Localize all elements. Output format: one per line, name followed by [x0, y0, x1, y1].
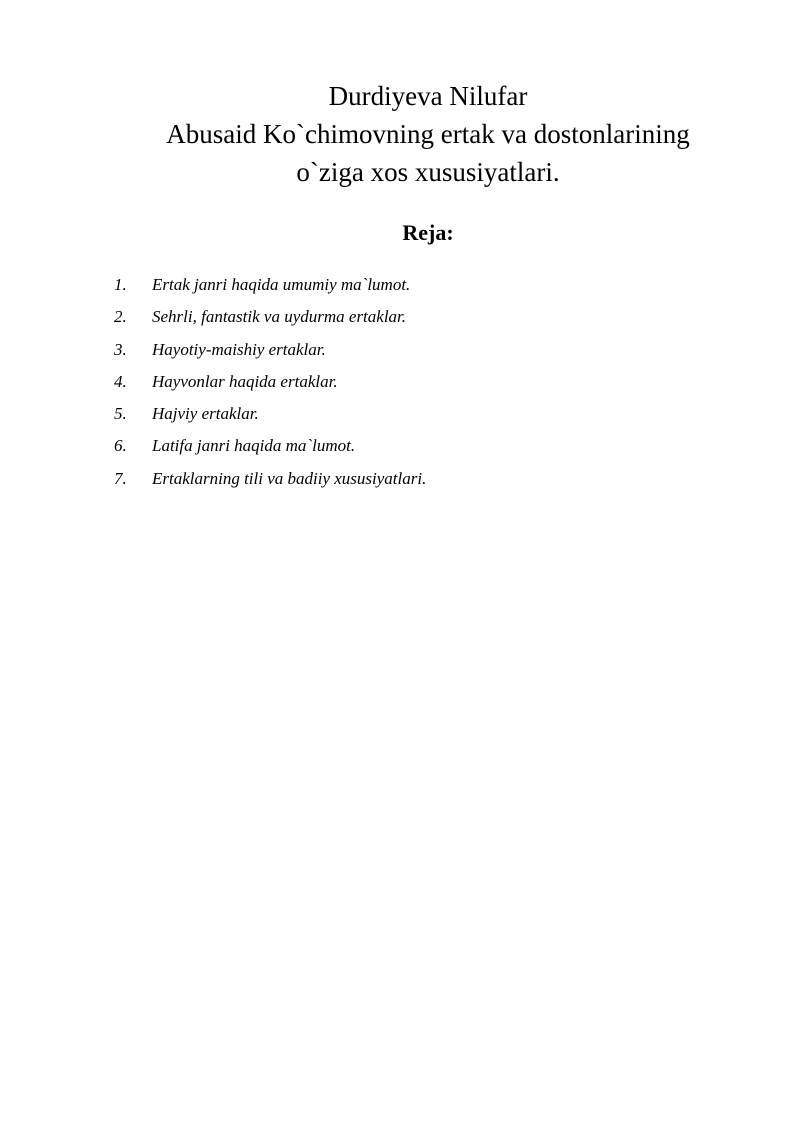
title-line-2: o`ziga xos xususiyatlari.: [296, 157, 560, 187]
plan-item: [0, 465, 800, 497]
plan-item: [0, 336, 800, 368]
plan-item-number: 4.: [114, 371, 127, 391]
plan-item-text: Hayvonlar haqida ertaklar.: [152, 371, 338, 391]
author-name: Durdiyeva Nilufar: [328, 81, 528, 111]
plan-item-text: Ertak janri haqida umumiy ma`lumot.: [152, 275, 411, 294]
plan-item-text: Ertaklarning tili va badiiy xususiyatlari.: [152, 468, 427, 488]
plan-item-number: 3.: [114, 339, 127, 359]
title-line-1: Abusaid Ko`chimovning ertak va dostonlarining: [166, 119, 690, 149]
plan-item-text: Sehrli, fantastik va uydurma ertaklar.: [152, 307, 407, 327]
plan-item: [0, 432, 800, 464]
plan-heading: Reja:: [402, 220, 454, 245]
plan-item: [0, 271, 800, 303]
plan-item: [0, 400, 800, 432]
plan-item: [0, 303, 800, 335]
plan-item-number: 2.: [114, 307, 127, 327]
plan-item: [0, 368, 800, 400]
plan-item-number: 1.: [114, 275, 127, 294]
plan-item-text: Hayotiy-maishiy ertaklar.: [152, 339, 326, 359]
plan-item-number: 5.: [114, 404, 127, 424]
plan-item-number: 7.: [114, 468, 127, 488]
plan-list: [0, 271, 800, 497]
title-block: [0, 77, 800, 191]
plan-item-number: 6.: [114, 436, 127, 456]
plan-item-text: Hajviy ertaklar.: [152, 404, 259, 424]
plan-item-text: Latifa janri haqida ma`lumot.: [152, 436, 356, 456]
